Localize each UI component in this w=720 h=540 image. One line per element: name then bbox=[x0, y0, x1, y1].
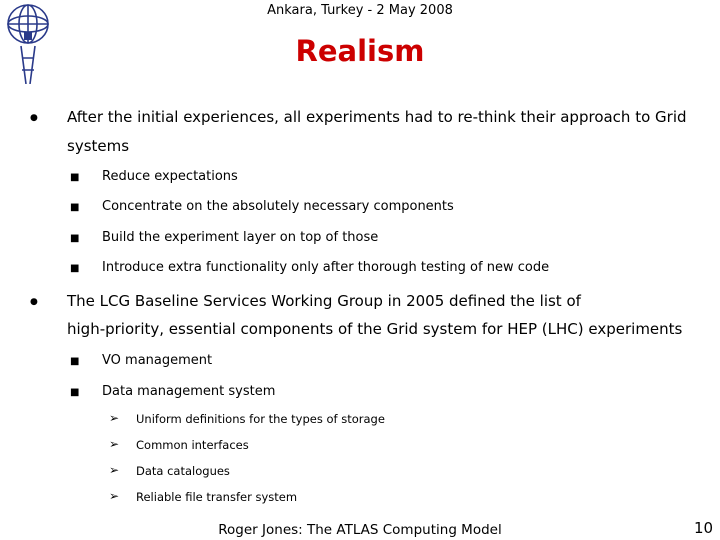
page-number: 10 bbox=[694, 519, 714, 537]
arrow-bullet-icon: ➢ bbox=[109, 463, 120, 477]
subpoint-1-3: Build the experiment layer on top of those bbox=[102, 230, 379, 245]
subsubpoint-4: Reliable file transfer system bbox=[136, 490, 298, 504]
subsubpoint-3: Data catalogues bbox=[136, 464, 230, 478]
point-2-line-1: The LCG Baseline Services Working Group in 2005 defined the list of bbox=[67, 292, 581, 310]
subpoint-2-2: Data management system bbox=[102, 384, 276, 399]
slide-header: Ankara, Turkey - 2 May 2008 bbox=[267, 3, 453, 18]
subbullet-icon: ■ bbox=[70, 202, 80, 213]
arrow-bullet-icon: ➢ bbox=[109, 411, 120, 425]
subbullet-icon: ■ bbox=[70, 356, 80, 367]
subpoint-2-1: VO management bbox=[102, 353, 213, 368]
point-1-line-1: After the initial experiences, all experiments had to re-think their approach to Grid bbox=[67, 108, 687, 126]
subsubpoint-1: Uniform definitions for the types of storage bbox=[136, 412, 385, 426]
bullet-icon: ● bbox=[30, 113, 38, 123]
subbullet-icon: ■ bbox=[70, 263, 80, 274]
subbullet-icon: ■ bbox=[70, 233, 80, 244]
slide-title: Realism bbox=[295, 34, 425, 68]
subpoint-1-1: Reduce expectations bbox=[102, 169, 238, 184]
arrow-bullet-icon: ➢ bbox=[109, 489, 120, 503]
subbullet-icon: ■ bbox=[70, 172, 80, 183]
subbullet-icon: ■ bbox=[70, 387, 80, 398]
slide-footer: Roger Jones: The ATLAS Computing Model bbox=[218, 522, 502, 538]
subsubpoint-2: Common interfaces bbox=[136, 438, 249, 452]
subpoint-1-4: Introduce extra functionality only after thorough testing of new code bbox=[102, 260, 550, 275]
bullet-icon: ● bbox=[30, 297, 38, 307]
subpoint-1-2: Concentrate on the absolutely necessary components bbox=[102, 199, 454, 214]
arrow-bullet-icon: ➢ bbox=[109, 437, 120, 451]
point-1-line-2: systems bbox=[67, 137, 130, 155]
point-2-line-2: high-priority, essential components of the Grid system for HEP (LHC) experiments bbox=[67, 320, 683, 338]
